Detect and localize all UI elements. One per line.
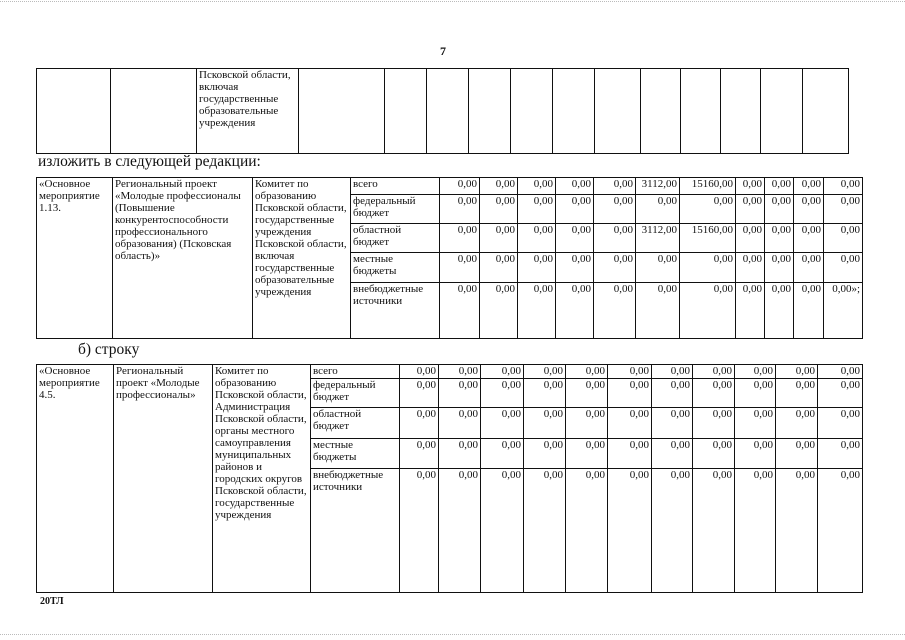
funding-source-cell: местные бюджеты: [311, 439, 400, 469]
value-cell: 0,00: [480, 253, 518, 283]
value-cell: 0,00: [736, 195, 765, 224]
project-name-cell: Региональный проект «Молодые профессионалы (Повышение конкурентоспособности профессионального образования) (Псковская область)»: [113, 178, 253, 339]
value-cell: 0,00: [439, 408, 481, 439]
value-cell: 0,00: [735, 469, 776, 593]
table-continuation: [36, 68, 849, 154]
section-heading: изложить в следующей редакции:: [38, 153, 261, 170]
value-cell: 0,00: [693, 379, 735, 408]
value-cell: 0,00: [794, 224, 824, 253]
value-cell: 0,00: [440, 178, 480, 195]
value-cell: 0,00: [556, 195, 594, 224]
value-cell: 0,00: [776, 408, 818, 439]
value-cell: 0,00: [652, 469, 693, 593]
funding-source-cell: внебюджетные источники: [351, 283, 440, 339]
value-cell: 0,00: [765, 253, 794, 283]
value-cell: 0,00: [518, 224, 556, 253]
value-cell: 0,00: [794, 195, 824, 224]
funding-source-cell: местные бюджеты: [351, 253, 440, 283]
value-cell: 0,00: [608, 469, 652, 593]
value-cell: 0,00: [518, 253, 556, 283]
value-cell: 0,00: [693, 408, 735, 439]
value-cell: 0,00: [794, 178, 824, 195]
value-cell: 0,00: [481, 365, 524, 379]
value-cell: 0,00: [439, 439, 481, 469]
value-cell: 0,00: [765, 283, 794, 339]
executor-cell: Комитет по образованию Псковской области, государственные учреждения Псковской области, включая государственные образовательные учреждения: [253, 178, 351, 339]
value-cell: 0,00»;: [824, 283, 863, 339]
value-cell: 0,00: [765, 195, 794, 224]
value-cell: 0,00: [735, 439, 776, 469]
value-cell: 0,00: [556, 283, 594, 339]
executor-cell: Псковской области, включая государственные образовательные учреждения: [197, 69, 299, 154]
value-cell: 0,00: [439, 365, 481, 379]
value-cell: 0,00: [735, 365, 776, 379]
value-cell: 0,00: [824, 195, 863, 224]
value-cell: 0,00: [693, 469, 735, 593]
value-cell: 0,00: [824, 178, 863, 195]
value-cell: 0,00: [608, 365, 652, 379]
table-row: [37, 365, 863, 379]
value-cell: 0,00: [680, 253, 736, 283]
section-heading-b: б) строку: [78, 341, 140, 358]
funding-source-cell: федеральный бюджет: [351, 195, 440, 224]
funding-source-cell: областной бюджет: [311, 408, 400, 439]
value-cell: 0,00: [652, 439, 693, 469]
value-cell: 0,00: [736, 224, 765, 253]
table-event-4-5: [36, 364, 863, 593]
value-cell: 0,00: [818, 408, 863, 439]
value-cell: 0,00: [518, 283, 556, 339]
value-cell: 0,00: [608, 408, 652, 439]
value-cell: 0,00: [765, 178, 794, 195]
value-cell: 0,00: [440, 253, 480, 283]
value-cell: 0,00: [736, 253, 765, 283]
value-cell: 0,00: [439, 469, 481, 593]
value-cell: 0,00: [736, 178, 765, 195]
cell-empty: [37, 69, 111, 154]
project-name-cell: Региональный проект «Молодые профессионалы»: [114, 365, 213, 593]
value-cell: 0,00: [481, 469, 524, 593]
value-cell: 0,00: [608, 439, 652, 469]
value-cell: 0,00: [735, 379, 776, 408]
value-cell: 0,00: [556, 253, 594, 283]
value-cell: 0,00: [566, 379, 608, 408]
scan-top-edge: [0, 1, 905, 2]
value-cell: 15160,00: [680, 224, 736, 253]
value-cell: 0,00: [794, 283, 824, 339]
event-number-cell: «Основное мероприятие 1.13.: [37, 178, 113, 339]
value-cell: 0,00: [594, 178, 636, 195]
cell-empty: [111, 69, 197, 154]
value-cell: 0,00: [652, 365, 693, 379]
value-cell: 0,00: [652, 379, 693, 408]
value-cell: 0,00: [765, 224, 794, 253]
value-cell: 0,00: [776, 469, 818, 593]
value-cell: 0,00: [776, 379, 818, 408]
value-cell: 0,00: [818, 365, 863, 379]
value-cell: 0,00: [480, 283, 518, 339]
value-cell: 0,00: [636, 283, 680, 339]
value-cell: 0,00: [440, 195, 480, 224]
funding-source-cell: всего: [311, 365, 400, 379]
value-cell: 0,00: [680, 195, 736, 224]
value-cell: 0,00: [824, 253, 863, 283]
value-cell: 0,00: [480, 224, 518, 253]
value-cell: 0,00: [636, 253, 680, 283]
value-cell: 0,00: [736, 283, 765, 339]
value-cell: 0,00: [439, 379, 481, 408]
value-cell: 0,00: [400, 379, 439, 408]
value-cell: 0,00: [400, 439, 439, 469]
page-number: 7: [440, 44, 446, 58]
value-cell: 0,00: [400, 408, 439, 439]
value-cell: 0,00: [400, 365, 439, 379]
funding-source-cell: федеральный бюджет: [311, 379, 400, 408]
value-cell: 0,00: [608, 379, 652, 408]
value-cell: 0,00: [794, 253, 824, 283]
value-cell: 0,00: [652, 408, 693, 439]
value-cell: 0,00: [480, 195, 518, 224]
value-cell: 0,00: [400, 469, 439, 593]
value-cell: 3112,00: [636, 224, 680, 253]
value-cell: 0,00: [636, 195, 680, 224]
value-cell: 0,00: [481, 379, 524, 408]
value-cell: 0,00: [556, 224, 594, 253]
value-cell: 0,00: [776, 439, 818, 469]
value-cell: 0,00: [776, 365, 818, 379]
value-cell: 0,00: [594, 283, 636, 339]
table-event-1-13: [36, 177, 863, 339]
value-cell: 0,00: [524, 408, 566, 439]
value-cell: 0,00: [594, 195, 636, 224]
value-cell: 0,00: [480, 178, 518, 195]
cell-empty: [299, 69, 385, 154]
value-cell: 0,00: [518, 195, 556, 224]
value-cell: 0,00: [524, 469, 566, 593]
funding-source-cell: областной бюджет: [351, 224, 440, 253]
value-cell: 0,00: [440, 283, 480, 339]
footer-code: 20ТЛ: [40, 596, 64, 607]
value-cell: 0,00: [735, 408, 776, 439]
value-cell: 0,00: [524, 365, 566, 379]
value-cell: 0,00: [818, 469, 863, 593]
value-cell: 0,00: [566, 365, 608, 379]
value-cell: 0,00: [824, 224, 863, 253]
event-number-cell: «Основное мероприятие 4.5.: [37, 365, 114, 593]
value-cell: 0,00: [818, 379, 863, 408]
value-cell: 0,00: [518, 178, 556, 195]
value-cell: 0,00: [481, 439, 524, 469]
value-cell: 3112,00: [636, 178, 680, 195]
value-cell: 0,00: [594, 224, 636, 253]
value-cell: 0,00: [566, 408, 608, 439]
value-cell: 0,00: [556, 178, 594, 195]
value-cell: 0,00: [440, 224, 480, 253]
value-cell: 0,00: [566, 469, 608, 593]
funding-source-cell: всего: [351, 178, 440, 195]
value-cell: 0,00: [524, 439, 566, 469]
table-row: [37, 178, 863, 195]
executor-cell: Комитет по образованию Псковской области, Администрация Псковской области, органы местного самоуправления муниципальных районов и городских округов Псковской области, государственные учреждения: [213, 365, 311, 593]
value-cell: 0,00: [594, 253, 636, 283]
funding-source-cell: внебюджетные источники: [311, 469, 400, 593]
value-cell: 0,00: [693, 439, 735, 469]
value-cell: 0,00: [566, 439, 608, 469]
value-cell: 0,00: [524, 379, 566, 408]
value-cell: 15160,00: [680, 178, 736, 195]
value-cell: 0,00: [680, 283, 736, 339]
scan-bottom-edge: [0, 634, 905, 635]
value-cell: 0,00: [693, 365, 735, 379]
value-cell: 0,00: [481, 408, 524, 439]
value-cell: 0,00: [818, 439, 863, 469]
